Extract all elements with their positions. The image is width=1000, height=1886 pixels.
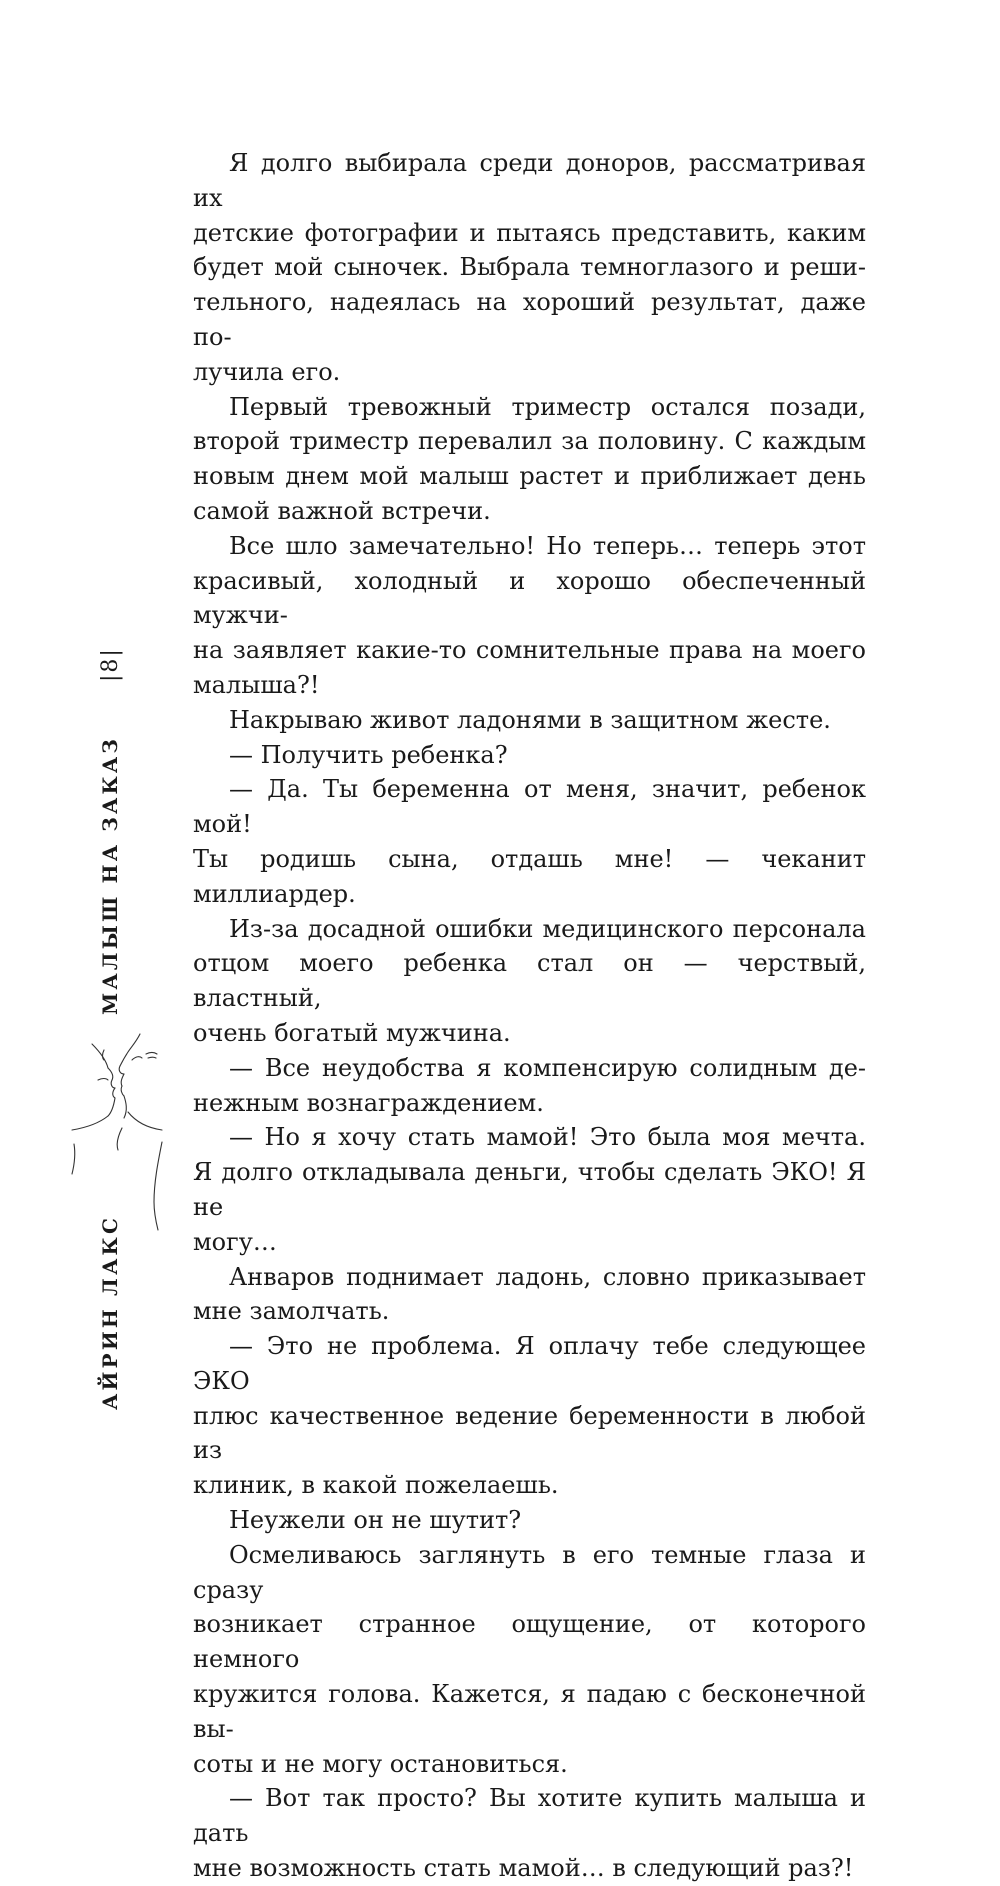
- text-line: Анваров поднимает ладонь, словно приказывает: [229, 1262, 866, 1291]
- paragraph: [193, 1329, 866, 1503]
- paragraph: [193, 738, 866, 773]
- text-line: — Но я хочу стать мамой! Это была моя мечта.: [229, 1123, 866, 1152]
- page-number-area: [98, 636, 128, 686]
- text-line: Я долго выбирала среди доноров, рассматривая их: [193, 149, 866, 212]
- text-line: — Да. Ты беременна от меня, значит, ребенок мой!: [193, 775, 866, 839]
- text-line: на заявляет какие-то сомнительные права на моего: [193, 636, 866, 665]
- paragraph: [193, 1260, 866, 1330]
- text-line: малыша?!: [193, 670, 320, 699]
- text-line: детские фотографии и пытаясь представить, каким: [193, 218, 866, 247]
- text-line: плюс качественное ведение беременности в любой из: [193, 1401, 866, 1465]
- paragraph: [193, 529, 866, 703]
- running-head-author: АЙРИН ЛАКС: [98, 1214, 122, 1410]
- text-line: возникает странное ощущение, от которого немного: [193, 1610, 866, 1674]
- text-line: Ты родишь сына, отдашь мне! — чеканит миллиардер.: [193, 844, 866, 908]
- text-line: Первый тревожный триместр остался позади,: [229, 392, 866, 421]
- paragraph: [193, 1120, 866, 1259]
- text-line: клиник, в какой пожелаешь.: [193, 1471, 559, 1500]
- text-line: мне возможность стать мамой… в следующий раз?!: [193, 1854, 854, 1883]
- text-line: нежным вознаграждением.: [193, 1088, 544, 1117]
- text-line: Все шло замечательно! Но теперь… теперь этот: [229, 531, 866, 560]
- text-line: — Получить ребенка?: [229, 740, 508, 769]
- text-line: — Все неудобства я компенсирую солидным де-: [229, 1053, 866, 1082]
- text-line: отцом моего ребенка стал он — черствый, властный,: [193, 949, 866, 1013]
- text-line: Накрываю живот ладонями в защитном жесте.: [229, 705, 831, 734]
- text-line: — Это не проблема. Я оплачу тебе следующее ЭКО: [193, 1332, 866, 1395]
- paragraph: [193, 1781, 866, 1885]
- text-line: — Вот так просто? Вы хотите купить малыша и дать: [193, 1784, 866, 1848]
- paragraph: [193, 1503, 866, 1538]
- text-line: Из-за досадной ошибки медицинского персонала: [229, 914, 866, 943]
- kissing-couple-line-art-icon: [62, 1032, 172, 1232]
- running-head-book-title: МАЛЫШ НА ЗАКАЗ: [98, 735, 122, 1015]
- text-line: тельного, надеялась на хороший результат, даже по-: [193, 288, 866, 351]
- paragraph: [193, 390, 866, 529]
- main-text: [193, 146, 866, 1886]
- text-line: второй триместр перевалил за половину. С каждым: [193, 427, 866, 456]
- text-line: Неужели он не шутит?: [229, 1506, 522, 1535]
- text-line: очень богатый мужчина.: [193, 1018, 511, 1047]
- paragraph: [193, 146, 866, 390]
- text-line: лучила его.: [193, 357, 341, 386]
- paragraph: [193, 1538, 866, 1782]
- text-line: мне замолчать.: [193, 1297, 390, 1326]
- text-line: Я долго откладывала деньги, чтобы сделать ЭКО! Я не: [193, 1158, 866, 1221]
- text-line: новым днем мой малыш растет и приближает день: [193, 462, 866, 491]
- text-line: Осмеливаюсь заглянуть в его темные глаза и сразу: [193, 1540, 866, 1604]
- text-line: кружится голова. Кажется, я падаю с бесконечной вы-: [193, 1680, 866, 1743]
- text-line: будет мой сыночек. Выбрала темноглазого и реши-: [193, 253, 866, 282]
- text-line: могу…: [193, 1227, 277, 1256]
- page-number: |8|: [98, 647, 123, 682]
- text-line: соты и не могу остановиться.: [193, 1749, 568, 1778]
- paragraph: [193, 912, 866, 1051]
- text-line: самой важной встречи.: [193, 496, 491, 525]
- paragraph: [193, 703, 866, 738]
- text-line: красивый, холодный и хорошо обеспеченный мужчи-: [193, 566, 866, 630]
- paragraph: [193, 1051, 866, 1121]
- paragraph: [193, 772, 866, 911]
